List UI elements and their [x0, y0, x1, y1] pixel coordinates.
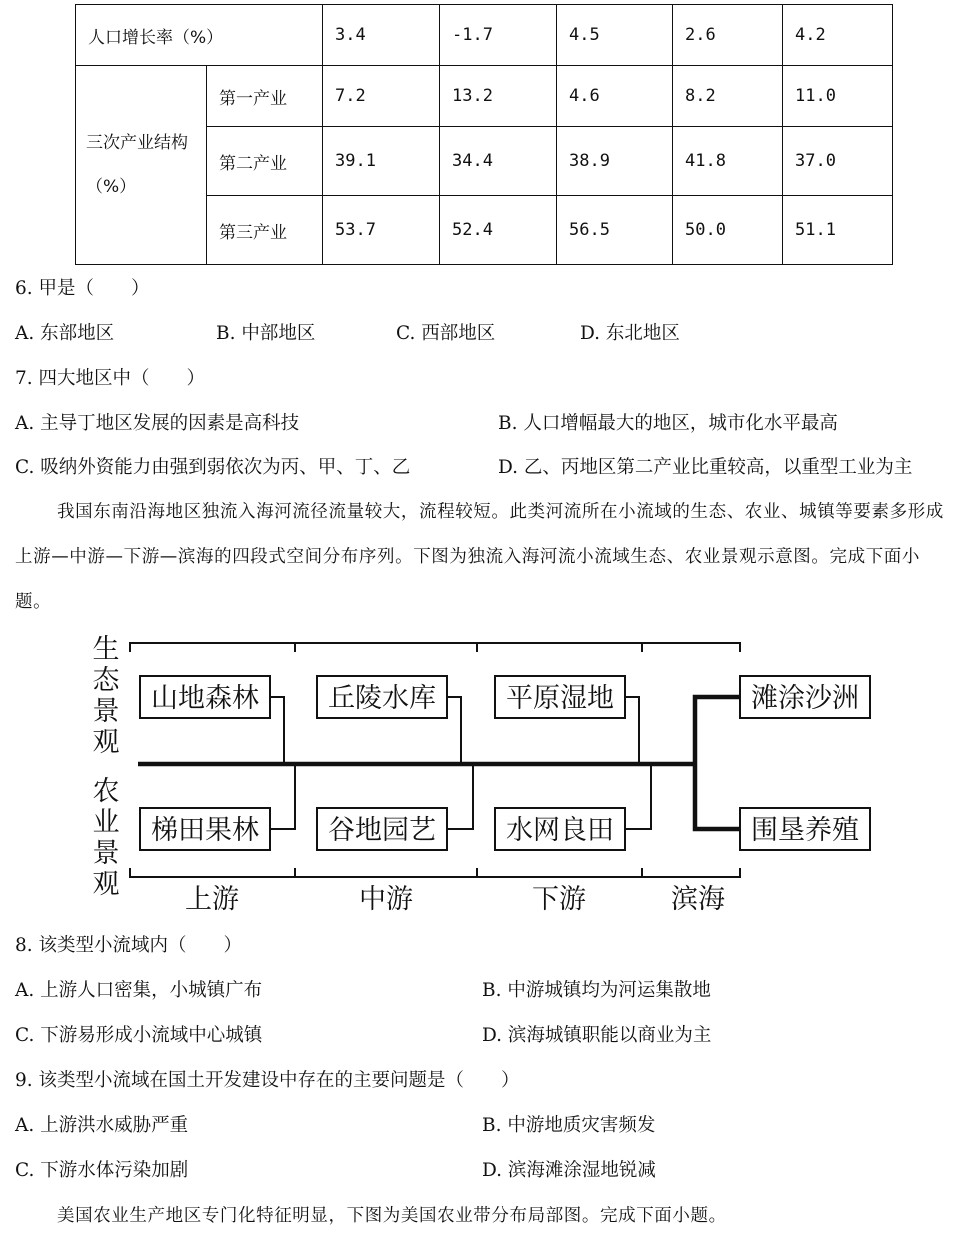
table-cell: 37.0: [783, 127, 893, 196]
table-row: [76, 66, 893, 127]
table-cell: 2.6: [673, 5, 783, 66]
q6-option-b[interactable]: B. 中部地区: [216, 323, 316, 344]
question-7-stem: 7. 四大地区中（ ）: [15, 368, 206, 389]
growth-label-cell: 人口增长率（%）: [76, 5, 323, 66]
table-cell: 53.7: [323, 196, 440, 265]
table-cell: -1.7: [440, 5, 557, 66]
q6-option-a[interactable]: A. 东部地区: [15, 323, 115, 344]
table-cell: 41.8: [673, 127, 783, 196]
watershed-landscape-diagram: [85, 632, 885, 917]
table-cell: 4.5: [557, 5, 673, 66]
row-label-cell: 第三产业: [207, 196, 323, 265]
q9-option-d[interactable]: D. 滨海滩涂湿地锐减: [482, 1160, 656, 1181]
ecology-label-char: 景: [92, 696, 120, 727]
section-upstream: 上游: [185, 884, 239, 915]
agri-label-char: 业: [92, 807, 120, 838]
q8-option-d[interactable]: D. 滨海城镇职能以商业为主: [482, 1025, 712, 1046]
q9-option-b[interactable]: B. 中游地质灾害频发: [482, 1115, 656, 1136]
table-cell: 13.2: [440, 66, 557, 127]
table-cell: 3.4: [323, 5, 440, 66]
agri-box-upstream: 梯田果林: [151, 815, 259, 846]
agri-label-char: 观: [92, 869, 120, 900]
q7-option-c[interactable]: C. 吸纳外资能力由强到弱依次为丙、甲、丁、乙: [15, 457, 411, 478]
structure-label-cell: 三次产业结构（%）: [76, 66, 207, 265]
table-row: [76, 5, 893, 66]
ecology-box-downstream: 平原湿地: [506, 683, 614, 714]
table-cell: 52.4: [440, 196, 557, 265]
q9-option-a[interactable]: A. 上游洪水威胁严重: [15, 1115, 189, 1136]
agri-box-downstream: 水网良田: [506, 815, 614, 846]
q7-option-d[interactable]: D. 乙、丙地区第二产业比重较高，以重型工业为主: [498, 457, 913, 478]
agri-label-char: 景: [92, 838, 120, 869]
table-cell: 11.0: [783, 66, 893, 127]
table-cell: 56.5: [557, 196, 673, 265]
row-label-cell: 第一产业: [207, 66, 323, 127]
table-cell: 38.9: [557, 127, 673, 196]
passage-1-text: 我国东南沿海地区独流入海河流径流量较大，流程较短。此类河流所在小流域的生态、农业、城镇等要素多形成上游—中游—下游—滨海的四段式空间分布序列。下图为独流入海河流小流域生态、农业景观示意图。完成下面小题。: [15, 502, 944, 612]
section-downstream: 下游: [532, 884, 586, 915]
passage-2: [15, 1194, 945, 1238]
q8-option-c[interactable]: C. 下游易形成小流域中心城镇: [15, 1025, 263, 1046]
agri-box-midstream: 谷地园艺: [328, 815, 436, 846]
passage-1: [15, 490, 945, 625]
table-cell: 8.2: [673, 66, 783, 127]
ecology-label-char: 生: [92, 634, 120, 665]
section-midstream: 中游: [359, 884, 413, 915]
table-cell: 51.1: [783, 196, 893, 265]
ecology-box-coastal: 滩涂沙洲: [751, 683, 859, 714]
ecology-box-upstream: 山地森林: [151, 683, 259, 714]
q7-option-b[interactable]: B. 人口增幅最大的地区，城市化水平最高: [498, 413, 838, 434]
question-8-stem: 8. 该类型小流域内（ ）: [15, 935, 243, 956]
q8-option-a[interactable]: A. 上游人口密集，小城镇广布: [15, 980, 263, 1001]
row-label-cell: 第二产业: [207, 127, 323, 196]
table-cell: 39.1: [323, 127, 440, 196]
passage-2-text: 美国农业生产地区专门化特征明显，下图为美国农业带分布局部图。完成下面小题。: [57, 1206, 727, 1226]
table-cell: 4.6: [557, 66, 673, 127]
question-6-stem: 6. 甲是（ ）: [15, 278, 150, 299]
table-cell: 34.4: [440, 127, 557, 196]
table-cell: 4.2: [783, 5, 893, 66]
q7-option-a[interactable]: A. 主导丁地区发展的因素是高科技: [15, 413, 300, 434]
section-coastal: 滨海: [671, 884, 725, 915]
statistics-table: [75, 4, 893, 265]
q6-option-d[interactable]: D. 东北地区: [580, 323, 680, 344]
question-9-stem: 9. 该类型小流域在国土开发建设中存在的主要问题是（ ）: [15, 1070, 520, 1091]
ecology-label-char: 观: [92, 727, 120, 758]
ecology-box-midstream: 丘陵水库: [328, 683, 436, 714]
q8-option-b[interactable]: B. 中游城镇均为河运集散地: [482, 980, 711, 1001]
q6-option-c[interactable]: C. 西部地区: [396, 323, 496, 344]
ecology-label-char: 态: [92, 665, 120, 696]
agri-box-coastal: 围垦养殖: [751, 815, 859, 846]
table-cell: 7.2: [323, 66, 440, 127]
table-cell: 50.0: [673, 196, 783, 265]
q9-option-c[interactable]: C. 下游水体污染加剧: [15, 1160, 189, 1181]
agri-label-char: 农: [92, 776, 120, 807]
